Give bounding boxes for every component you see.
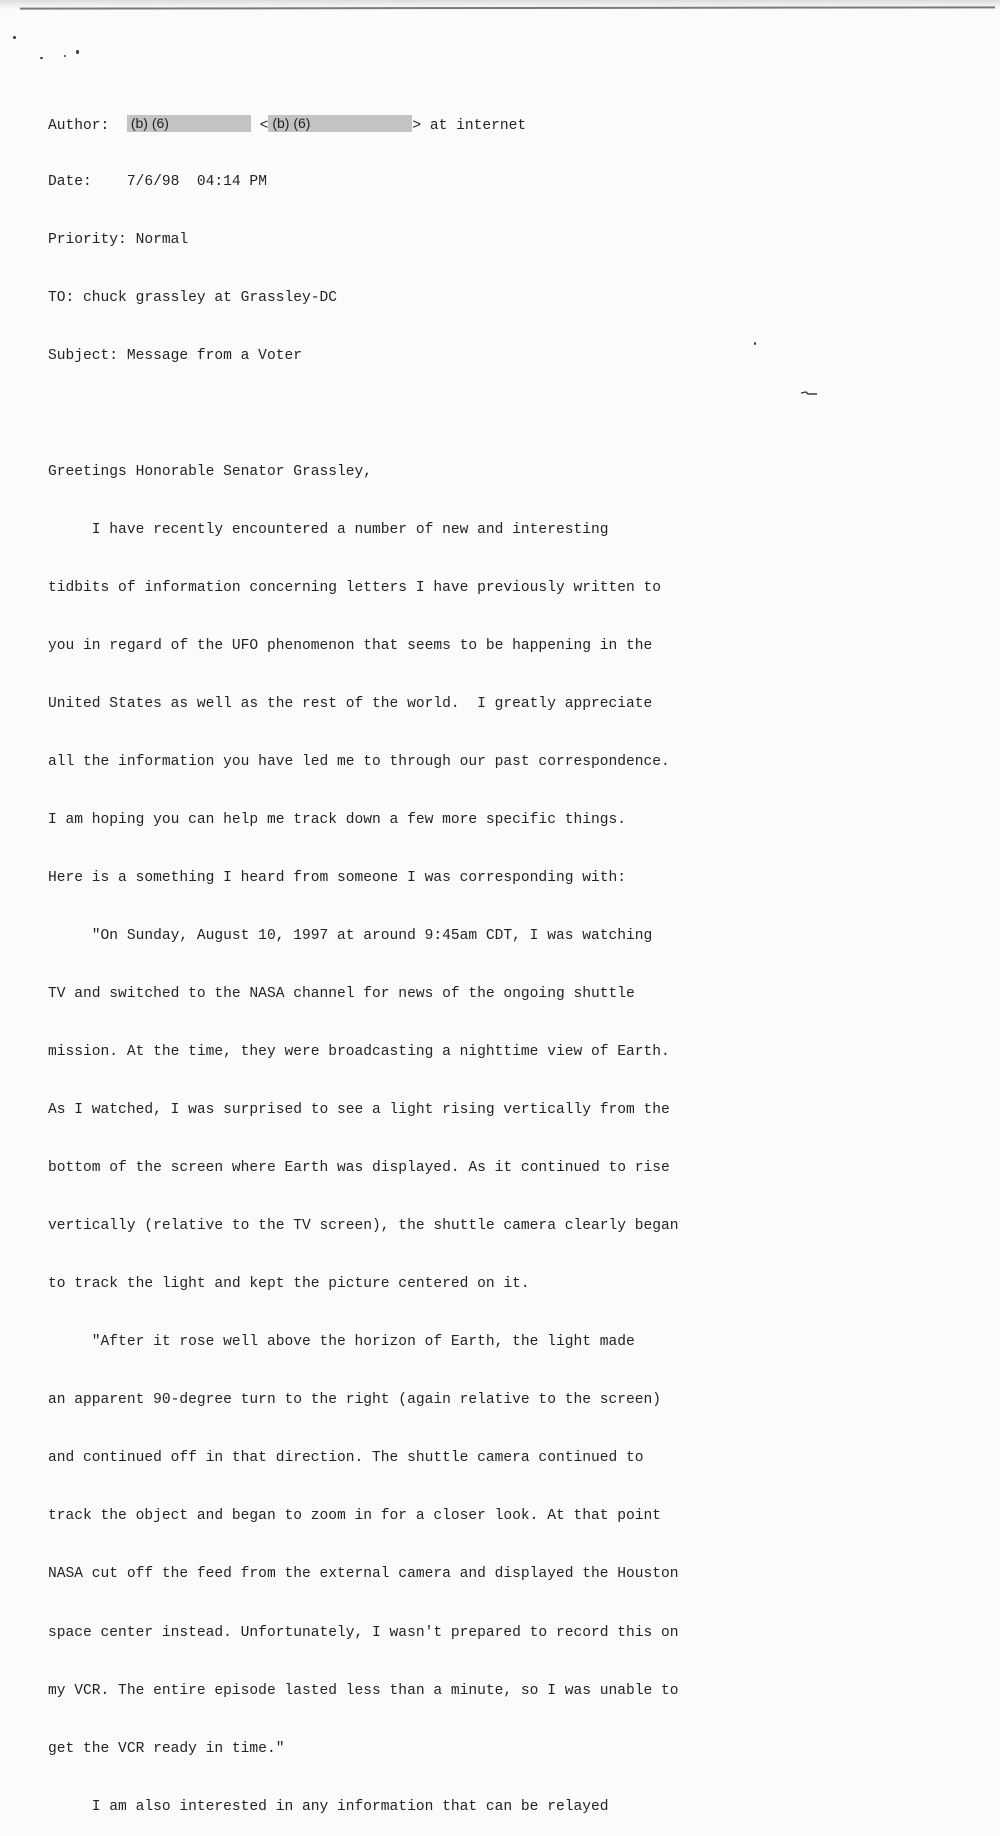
stray-pen-mark bbox=[800, 390, 818, 396]
body-line: "After it rose well above the horizon of Earth, the light made bbox=[48, 1334, 635, 1351]
scan-speck bbox=[76, 50, 79, 54]
body-line: to track the light and kept the picture centered on it. bbox=[48, 1276, 530, 1293]
body-line: vertically (relative to the TV screen), the shuttle camera clearly began bbox=[48, 1218, 679, 1235]
blank-line bbox=[48, 405, 768, 424]
body-line: my VCR. The entire episode lasted less than a minute, so I was unable to bbox=[48, 1682, 679, 1699]
body-line: space center instead. Unfortunately, I wasn't prepared to record this on bbox=[48, 1624, 679, 1641]
body-line: you in regard of the UFO phenomenon that seems to be happening in the bbox=[48, 637, 653, 654]
body-line: mission. At the time, they were broadcasting a nighttime view of Earth. bbox=[48, 1044, 670, 1061]
body-line: United States as well as the rest of the world. I greatly appreciate bbox=[48, 696, 653, 712]
author-line: Author: (b) (6) < (b) (6) > at internet bbox=[48, 114, 527, 134]
body-line: I am also interested in any information that can be relayed bbox=[48, 1798, 609, 1815]
date-value: 7/6/98 04:14 PM bbox=[126, 173, 267, 190]
body-line: "On Sunday, August 10, 1997 at around 9:45am CDT, I was watching bbox=[48, 928, 653, 945]
scan-speck bbox=[13, 36, 16, 39]
subject-line: Subject: Message from a Voter bbox=[48, 347, 302, 364]
scan-speck bbox=[40, 57, 43, 59]
priority-line: Priority: Normal bbox=[48, 231, 189, 248]
body-line: and continued off in that direction. The shuttle camera continued to bbox=[48, 1450, 644, 1467]
body-line: I have recently encountered a number of new and interesting bbox=[48, 521, 609, 538]
author-suffix: at internet bbox=[429, 117, 527, 134]
body-line: I am hoping you can help me track down a few more specific things. bbox=[48, 812, 627, 829]
body-line: all the information you have led me to through our past correspondence. bbox=[48, 754, 670, 771]
email-printout bbox=[48, 76, 768, 1836]
body-line: bottom of the screen where Earth was displayed. As it continued to rise bbox=[48, 1160, 670, 1177]
greeting-line: Greetings Honorable Senator Grassley, bbox=[48, 463, 373, 480]
body-line: get the VCR ready in time." bbox=[48, 1740, 285, 1757]
body-line: an apparent 90-degree turn to the right (again relative to the screen) bbox=[48, 1392, 662, 1409]
author-name-redaction: (b) (6) bbox=[127, 115, 251, 132]
date-line bbox=[48, 173, 768, 192]
date-label: Date: bbox=[48, 173, 92, 190]
body-line: tidbits of information concerning letters I have previously written to bbox=[48, 579, 662, 596]
author-address-redaction: (b) (6) bbox=[268, 115, 412, 132]
body-line: As I watched, I was surprised to see a light rising vertically from the bbox=[48, 1102, 670, 1119]
body-line: Here is a something I heard from someone I was corresponding with: bbox=[48, 870, 627, 887]
author-label: Author: bbox=[48, 117, 110, 134]
to-line: TO: chuck grassley at Grassley-DC bbox=[48, 289, 338, 306]
scan-speck bbox=[64, 55, 66, 57]
body-line: track the object and began to zoom in for a closer look. At that point bbox=[48, 1508, 662, 1525]
body-line: TV and switched to the NASA channel for news of the ongoing shuttle bbox=[48, 986, 635, 1003]
body-line: NASA cut off the feed from the external camera and displayed the Houston bbox=[48, 1566, 679, 1583]
